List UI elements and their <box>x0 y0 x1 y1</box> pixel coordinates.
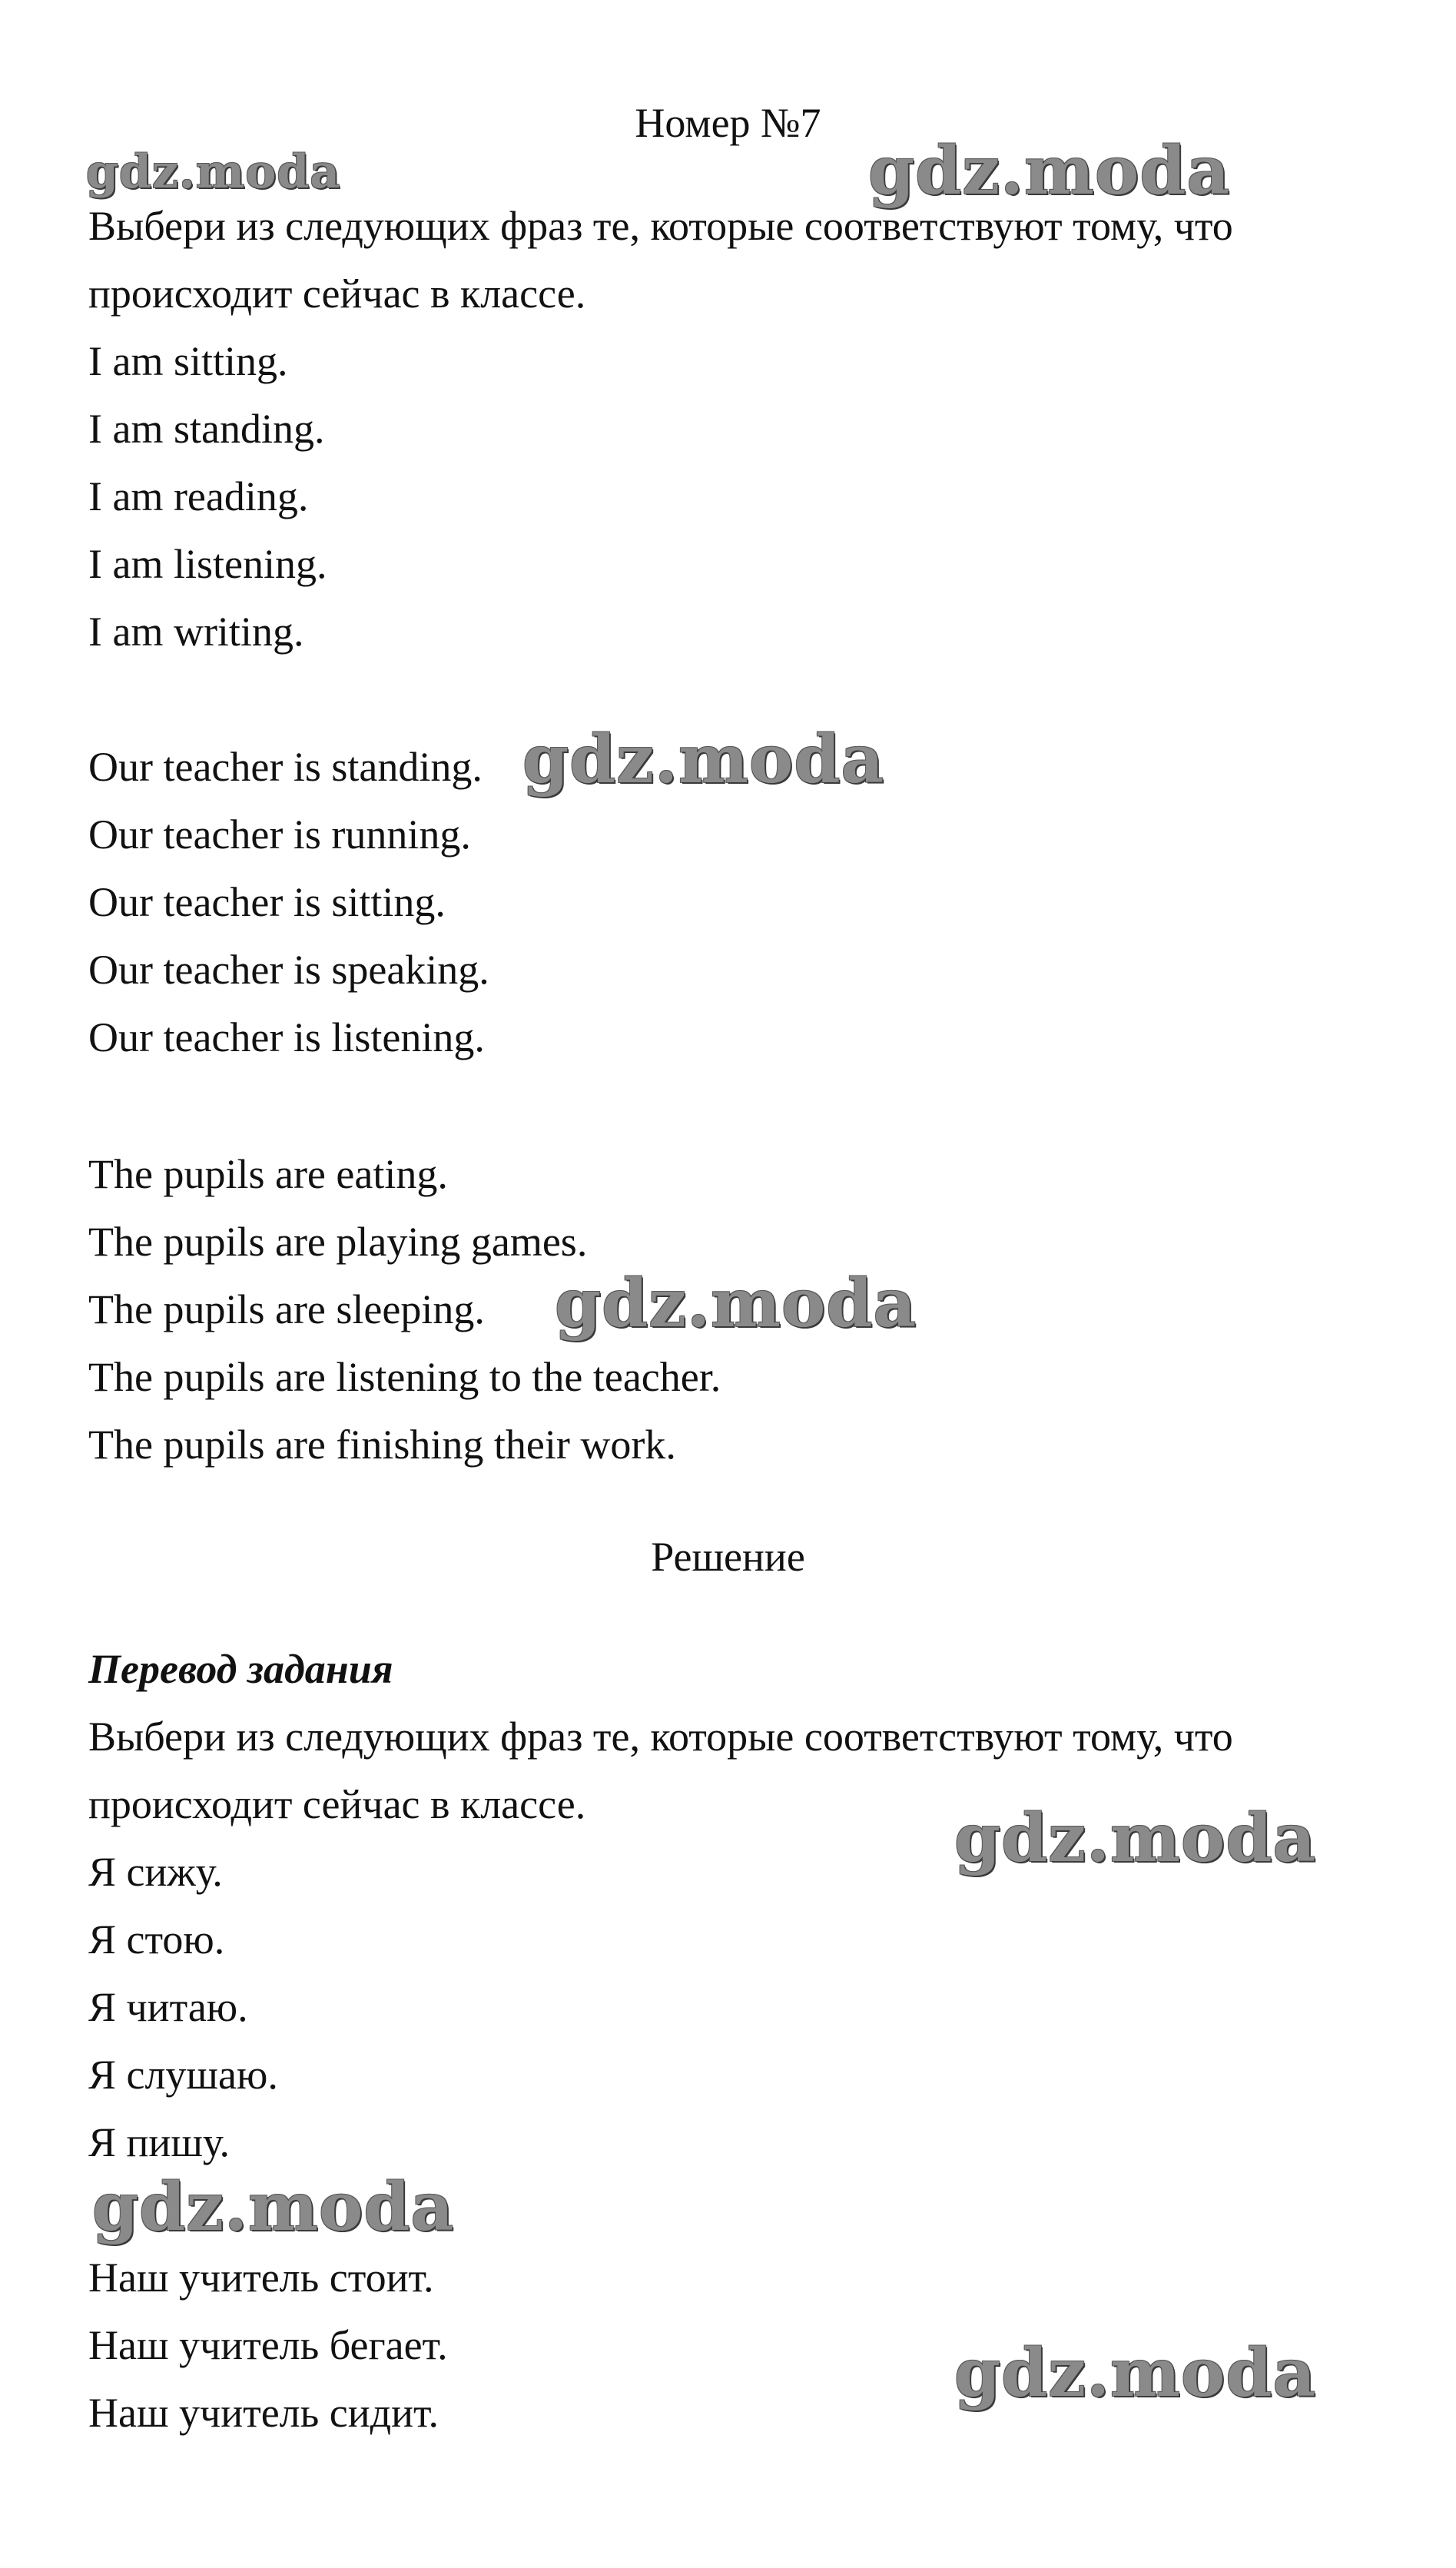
watermark-logo: gdz.moda <box>92 2168 455 2246</box>
phrase-i-am-sitting: I am sitting. <box>88 338 288 384</box>
translation-i-write: Я пишу. <box>88 2119 230 2165</box>
phrase-pupils-eating: The pupils are eating. <box>88 1151 448 1197</box>
phrase-i-am-listening: I am listening. <box>88 541 327 587</box>
translation-teacher-stands: Наш учитель стоит. <box>88 2254 434 2301</box>
translation-teacher-runs: Наш учитель бегает. <box>88 2322 448 2368</box>
translation-teacher-sits: Наш учитель сидит. <box>88 2390 439 2436</box>
phrase-teacher-sitting: Our teacher is sitting. <box>88 879 446 925</box>
watermark-logo: gdz.moda <box>954 2334 1317 2412</box>
phrase-pupils-sleeping: The pupils are sleeping. <box>88 1286 485 1332</box>
watermark-logo: gdz.moda <box>522 721 885 798</box>
translation-heading: Перевод задания <box>88 1646 393 1692</box>
task-instruction-line-2: происходит сейчас в классе. <box>88 270 586 317</box>
solution-heading: Решение <box>651 1534 805 1580</box>
watermark-logo: gdz.moda <box>954 1800 1317 1877</box>
translation-i-read: Я читаю. <box>88 1984 248 2030</box>
phrase-teacher-speaking: Our teacher is speaking. <box>88 947 489 993</box>
task-instruction-line-1: Выбери из следующих фраз те, которые соответствуют тому, что <box>88 203 1233 249</box>
translation-i-listen: Я слушаю. <box>88 2052 278 2098</box>
watermark-logo: gdz.moda <box>555 1265 917 1342</box>
page-title: Номер №7 <box>635 100 821 146</box>
translation-instruction-line-1: Выбери из следующих фраз те, которые соответствуют тому, что <box>88 1714 1233 1760</box>
phrase-pupils-playing: The pupils are playing games. <box>88 1219 588 1265</box>
phrase-teacher-standing: Our teacher is standing. <box>88 744 483 790</box>
translation-i-sit: Я сижу. <box>88 1849 223 1895</box>
translation-instruction-line-2: происходит сейчас в классе. <box>88 1781 586 1827</box>
watermark-logo: gdz.moda <box>868 132 1231 210</box>
phrase-i-am-writing: I am writing. <box>88 609 304 655</box>
translation-i-stand: Я стою. <box>88 1916 225 1962</box>
phrase-pupils-finishing: The pupils are finishing their work. <box>88 1422 676 1468</box>
phrase-pupils-listening: The pupils are listening to the teacher. <box>88 1354 721 1400</box>
phrase-teacher-listening: Our teacher is listening. <box>88 1014 485 1060</box>
phrase-teacher-running: Our teacher is running. <box>88 811 471 858</box>
phrase-i-am-reading: I am reading. <box>88 473 309 519</box>
watermark-logo: gdz.moda <box>86 145 341 199</box>
phrase-i-am-standing: I am standing. <box>88 406 325 452</box>
